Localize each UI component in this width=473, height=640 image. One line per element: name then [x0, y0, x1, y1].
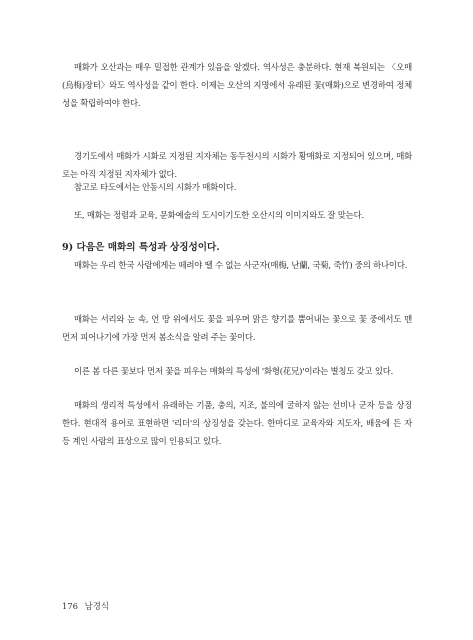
paragraph-1: 매화가 오산과는 매우 밀접한 관계가 있음을 알겠다. 역사성은 충분하다. 현재 복원되는 〈오매(烏梅)장터〉와도 역사성을 같이 한다. 이제는 오산의 지명에서 유래된 꽃(매화)으로 변경하여 정체성을 확립하여야 한다.	[62, 62, 412, 108]
section-paragraph-1: 매화는 우리 한국 사람에게는 떼려야 뗄 수 없는 사군자(매梅, 난蘭, 국菊, 죽竹) 중의 하나이다.	[74, 260, 408, 270]
section-paragraph-4: 매화의 생리적 특성에서 유래하는 기품, 충의, 지조, 불의에 굴하지 않는 선비나 군자 등을 상징한다. 현대적 용어로 표현하면 '리더'의 상징성을 갖는다. 한마디로 교육자와 지도자, 배움에 든 자 등 계인 사람의 표상으로 많이 인용되고 있다.	[62, 400, 412, 446]
paragraph-3: 참고로 타도에서는 안동시의 시화가 매화이다.	[74, 182, 237, 192]
running-title: 남경식	[84, 601, 109, 611]
paragraph-2: 경기도에서 매화가 시화로 지정된 지자체는 동두천시의 시화가 황매화로 지정되어 있으며, 매화로는 아직 지정된 지자체가 없다.	[62, 151, 412, 179]
section-paragraph-2: 매화는 서리와 눈 속, 언 땅 위에서도 꽃을 피우며 맑은 향기를 뿜어내는 꽃으로 꽃 중에서도 맨 먼저 피어나기에 가장 먼저 봄소식을 알려 주는 꽃이다.	[62, 314, 412, 342]
paragraph-4: 또, 매화는 정렴과 교육, 문화예술의 도시이기도한 오산시의 이미지와도 잘 맞는다.	[74, 210, 364, 220]
page-footer	[62, 600, 109, 612]
page-number: 176	[62, 601, 78, 611]
section-heading: 9) 다음은 매화의 특성과 상징성이다.	[62, 242, 220, 253]
section-paragraph-3: 이른 봄 다른 꽃보다 먼저 꽃을 피우는 매화의 특성에 '화형(花兄)'이라는 별칭도 갖고 있다.	[74, 366, 394, 376]
